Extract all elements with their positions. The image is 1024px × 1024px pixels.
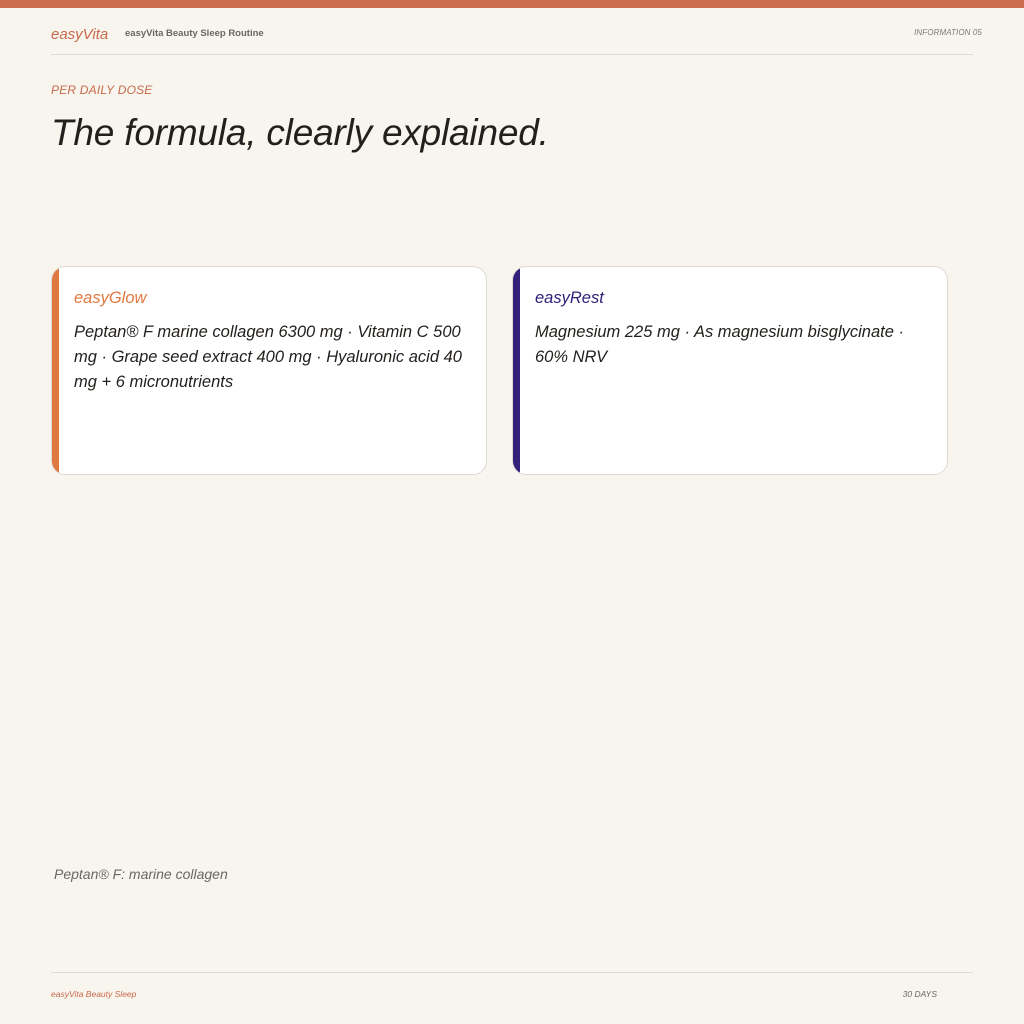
footer-duration: 30 DAYS [902,989,937,999]
product-name: easyVita Beauty Sleep Routine [125,28,264,39]
card-title: easyGlow [74,289,147,307]
easyrest-card [512,266,948,475]
card-accent-bar [52,267,59,474]
page-title: The formula, clearly explained. [51,112,549,153]
brand-logo[interactable]: easyVita [51,26,109,43]
section-label: INFORMATION 05 [914,28,982,37]
footnote: Peptan® F: marine collagen [54,866,228,882]
footer-brand: easyVita Beauty Sleep [51,989,137,999]
page-header [51,24,982,55]
top-accent-bar [0,0,1024,8]
page-footer [51,972,973,1003]
eyebrow-label: PER DAILY DOSE [51,83,153,97]
card-title: easyRest [535,289,604,307]
easyglow-card [51,266,487,475]
card-ingredients: Peptan® F marine collagen 6300 mg · Vitamin C 500 mg · Grape seed extract 400 mg · Hyaluronic acid 40 mg + 6 micronutrients [74,323,462,391]
card-ingredients: Magnesium 225 mg · As magnesium bisglycinate · 60% NRV [535,323,904,366]
card-accent-bar [513,267,520,474]
